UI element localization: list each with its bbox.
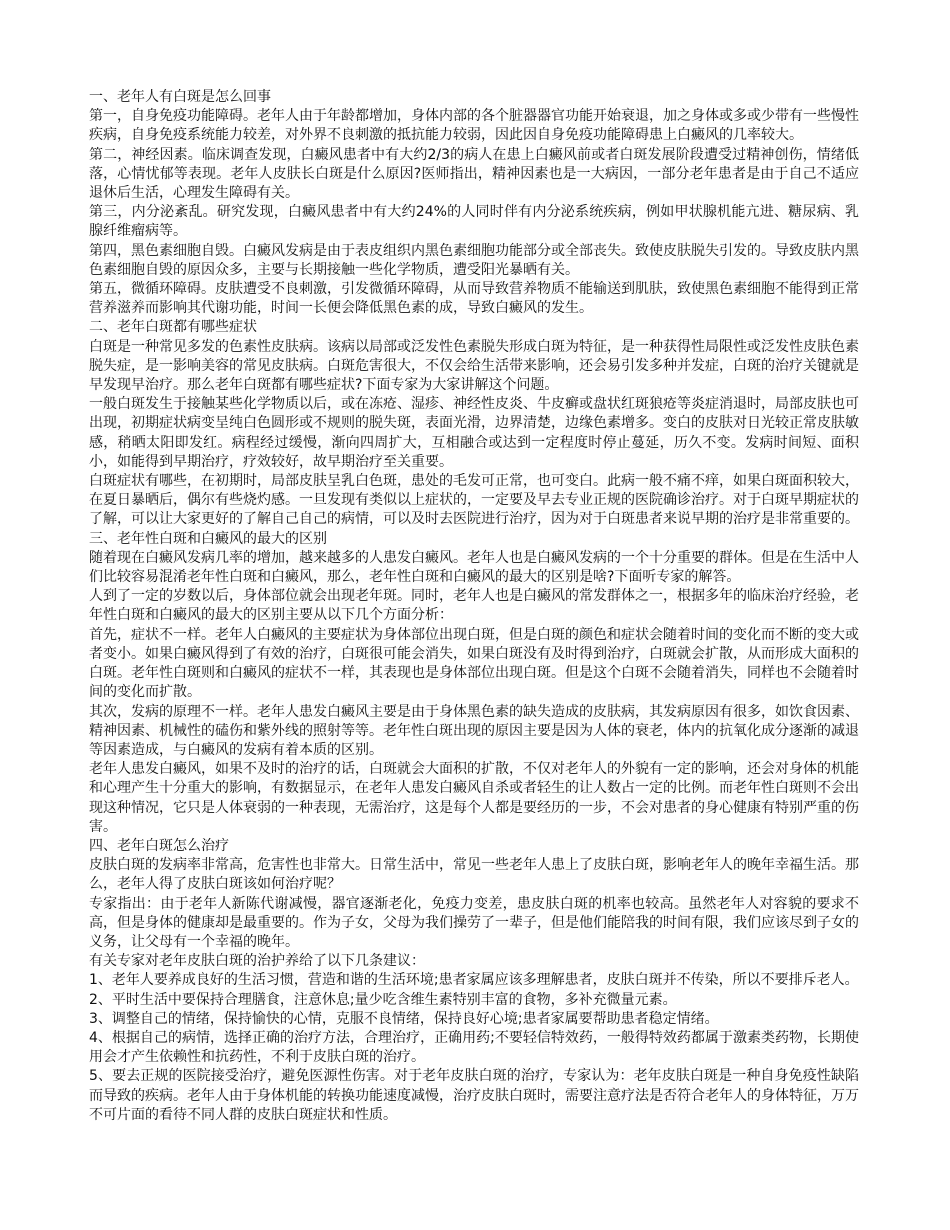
section-heading-4: 四、老年白斑怎么治疗: [89, 837, 229, 854]
list-item: 5、要去正规的医院接受治疗，避免医源性伤害。对于老年皮肤白斑的治疗，专家认为：老年皮肤白斑是一种自身免疫性缺陷而导致的疾病。老年人由于身体机能的转换功能速度减慢，治疗皮肤白斑时，需要注意疗法是否符合老年人的身体特征，万万不可片面的看待不同人群的皮肤白斑症状和性质。: [89, 1068, 859, 1123]
paragraph: 第二，神经因素。临床调查发现，白癜风患者中有大约2/3的病人在患上白癜风前或者白斑发展阶段遭受过精神创伤，情绪低落，心情忧郁等表现。老年人皮肤长白斑是什么原因?医师指出，精神因素也是一大病因，一部分老年患者是由于自己不适应退休后生活，心理发生障碍有关。: [89, 146, 859, 202]
paragraph: 其次，发病的原理不一样。老年人患发白癜风主要是由于身体黑色素的缺失造成的皮肤病，其发病原因有很多，如饮食因素、精神因素、机械性的磕伤和紫外线的照射等等。老年性白斑出现的原因主要是因为人体的衰老，体内的抗氧化成分逐渐的减退等因素造成，与白癜风的发病有着本质的区别。: [89, 703, 859, 758]
section-heading-2: 二、老年白斑都有哪些症状: [89, 319, 257, 336]
paragraph: 有关专家对老年皮肤白斑的治护养给了以下几条建议：: [89, 953, 425, 970]
paragraph: 白斑症状有哪些，在初期时，局部皮肤呈乳白色斑，患处的毛发可正常，也可变白。此病一般不痛不痒，如果白斑面积较大，在夏日暴晒后，偶尔有些烧灼感。一旦发现有类似以上症状的，一定要及早去专业正规的医院确诊治疗。对于白斑早期症状的了解，可以让大家更好的了解自己自己的病情，可以及时去医院进行治疗，因为对于白斑患者来说早期的治疗是非常重要的。: [89, 473, 859, 528]
list-item: 4、根据自己的病情，选择正确的治疗方法，合理治疗，正确用药;不要轻信特效药，一般得特效药都属于激素类药物，长期使用会才产生依赖性和抗药性，不利于皮肤白斑的治疗。: [89, 1029, 859, 1066]
paragraph: 首先，症状不一样。老年人白癜风的主要症状为身体部位出现白斑，但是白斑的颜色和症状会随着时间的变化而不断的变大或者变小。如果白癜风得到了有效的治疗，白斑很可能会消失，如果白斑没有及时得到治疗，白斑就会扩散，从而形成大面积的白斑。老年性白斑则和白癜风的症状不一样，其表现也是身体部位出现白斑。但是这个白斑不会随着消失，同样也不会随着时间的变化而扩散。: [89, 626, 859, 701]
section-heading-3: 三、老年性白斑和白癜风的最大的区别: [89, 530, 327, 547]
list-item: 1、老年人要养成良好的生活习惯，营造和谐的生活环境;患者家属应该多理解患者，皮肤白斑并不传染，所以不要排斥老人。: [89, 972, 859, 989]
paragraph: 专家指出：由于老年人新陈代谢减慢，器官逐渐老化，免疫力变差，患皮肤白斑的机率也较高。虽然老年人对容貌的要求不高，但是身体的健康却是最重要的。作为子女，父母为我们操劳了一辈子，但是他们能陪我的时间有限，我们应该尽到子女的义务，让父母有一个幸福的晚年。: [89, 895, 859, 950]
paragraph: 第五，微循环障碍。皮肤遭受不良刺激，引发微循环障碍，从而导致营养物质不能输送到肌肤，致使黑色素细胞不能得到正常营养滋养而影响其代谢功能，时间一长便会降低黑色素的成，导致白癜风的发生。: [89, 281, 859, 317]
paragraph: 第四，黑色素细胞自毁。白癜风发病是由于表皮组织内黑色素细胞功能部分或全部丧失。致使皮肤脱失引发的。导致皮肤内黑色素细胞自毁的原因众多，主要与长期接触一些化学物质，遭受阳光暴晒有关。: [89, 242, 859, 278]
paragraph: 第一，自身免疫功能障碍。老年人由于年龄都增加，身体内部的各个脏器器官功能开始衰退，加之身体或多或少带有一些慢性疾病，自身免疫系统能力较差，对外界不良刺激的抵抗能力较弱，因此因自身免疫功能障碍患上白癜风的几率较大。: [89, 108, 859, 144]
paragraph: 老年人患发白癜风，如果不及时的治疗的话，白斑就会大面积的扩散，不仅对老年人的外貌有一定的影响，还会对身体的机能和心理产生十分重大的影响，有数据显示，在老年人患发白癜风自杀或者轻生的让人数占一定的比例。而老年性白斑则不会出现这种情况，它只是人体衰弱的一种表现，无需治疗，这是每个人都是要经历的一步，不会对患者的身心健康有特别严重的伤害。: [89, 761, 859, 835]
list-item: 2、平时生活中要保持合理膳食，注意休息;量少吃含维生素特别丰富的食物，多补充微量元素。: [89, 991, 677, 1008]
paragraph: 第三，内分泌紊乱。研究发现，白癜风患者中有大约24%的人同时伴有内分泌系统疾病，例如甲状腺机能亢进、糖尿病、乳腺纤维瘤病等。: [89, 204, 859, 240]
paragraph: 一般白斑发生于接触某些化学物质以后，或在冻疮、湿疹、神经性皮炎、牛皮癣或盘状红斑狼疮等炎症消退时，局部皮肤也可出现，初期症状病变呈纯白色圆形或不规则的脱失斑，表面光滑，边界清楚，边缘色素增多。变白的皮肤对日光较正常皮肤敏感，稍晒太阳即发红。病程经过缓慢，渐向四周扩大，互相融合或达到一定程度时停止蔓延，历久不变。发病时间短、面积小，如能得到早期治疗，疗效较好，故早期治疗至关重要。: [89, 396, 859, 470]
paragraph: 人到了一定的岁数以后，身体部位就会出现老年斑。同时，老年人也是白癜风的常发群体之一，根据多年的临床治疗经验，老年性白斑和白癜风的最大的区别主要从以下几个方面分析：: [89, 588, 859, 624]
paragraph: 白斑是一种常见多发的色素性皮肤病。该病以局部或泛发性色素脱失形成白斑为特征，是一种获得性局限性或泛发性皮肤色素脱失症，是一影响美容的常见皮肤病。白斑危害很大，不仅会给生活带来影响，还会易引发多种并发症，白斑的治疗关键就是早发现早治疗。那么老年白斑都有哪些症状?下面专家为大家讲解这个问题。: [89, 338, 859, 394]
list-item: 3、调整自己的情绪，保持愉快的心情，克服不良情绪，保持良好心境;患者家属要帮助患者稳定情绪。: [89, 1010, 719, 1027]
document-body: [89, 88, 859, 1125]
paragraph: 随着现在白癜风发病几率的增加，越来越多的人患发白癜风。老年人也是白癜风发病的一个十分重要的群体。但是在生活中人们比较容易混淆老年性白斑和白癜风，那么，老年性白斑和白癜风的最大的区别是啥?下面听专家的解答。: [89, 549, 859, 586]
paragraph: 皮肤白斑的发病率非常高，危害性也非常大。日常生活中，常见一些老年人患上了皮肤白斑，影响老年人的晚年幸福生活。那么，老年人得了皮肤白斑该如何治疗呢？: [89, 857, 859, 893]
section-heading-1: 一、老年人有白斑是怎么回事: [89, 89, 271, 105]
